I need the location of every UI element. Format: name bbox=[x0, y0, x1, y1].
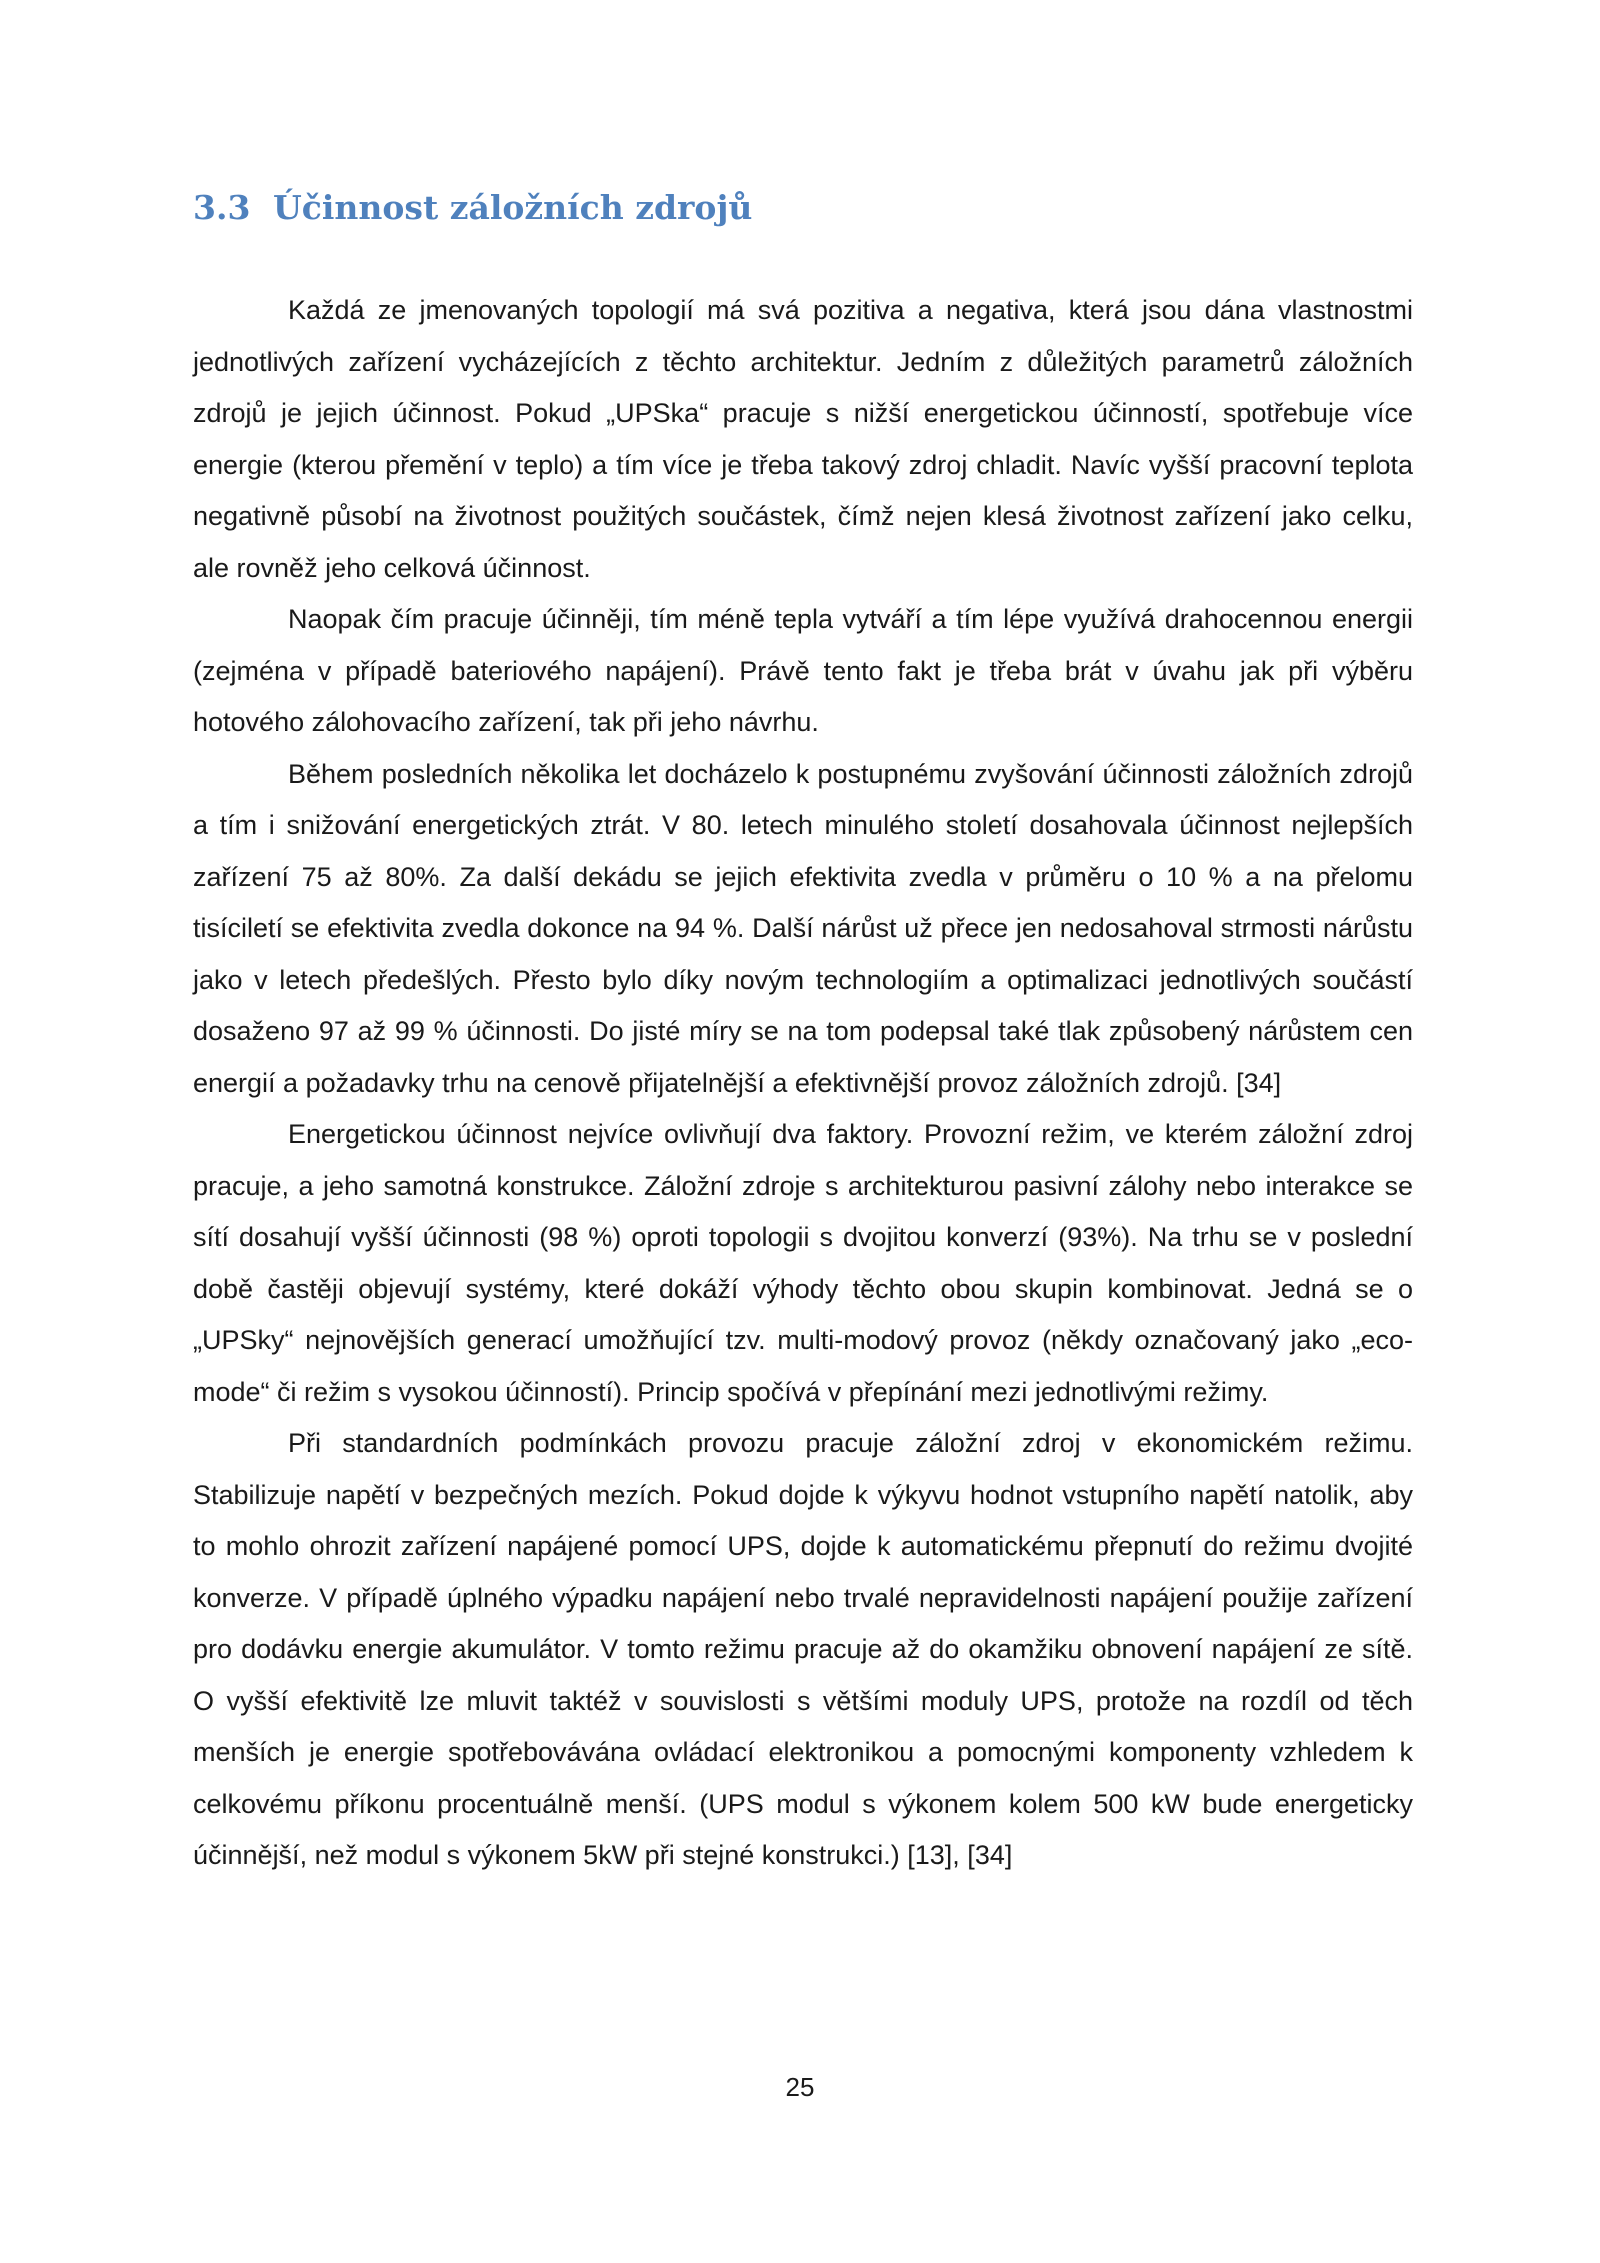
paragraph: Každá ze jmenovaných topologií má svá pozitiva a negativa, která jsou dána vlastnostmi jednotlivých zařízení vycházejících z těchto architektur. Jedním z důležitých parametrů záložních zdrojů je jejich účinnost. Pokud „UPSka“ pracuje s nižší energetickou účinností, spotřebuje více energie (kterou přemění v teplo) a tím více je třeba takový zdroj chladit. Navíc vyšší pracovní teplota negativně působí na životnost použitých součástek, čímž nejen klesá životnost zařízení jako celku, ale rovněž jeho celková účinnost. bbox=[193, 295, 1413, 583]
paragraph: Naopak čím pracuje účinněji, tím méně tepla vytváří a tím lépe využívá drahocennou energii (zejména v případě bateriového napájení). Právě tento fakt je třeba brát v úvahu jak při výběru hotového zálohovacího zařízení, tak při jeho návrhu. bbox=[193, 604, 1413, 737]
page-number: 25 bbox=[785, 2072, 815, 2102]
section-heading bbox=[193, 188, 752, 227]
paragraph: Energetickou účinnost nejvíce ovlivňují dva faktory. Provozní režim, ve kterém záložní zdroj pracuje, a jeho samotná konstrukce. Záložní zdroje s architekturou pasivní zálohy nebo interakce se sítí dosahují vyšší účinnosti (98 %) oproti topologii s dvojitou konverzí (93%). Na trhu se v poslední době častěji objevují systémy, které dokáží výhody těchto obou skupin kombinovat. Jedná se o „UPSky“ nejnovějších generací umožňující tzv. multi-modový provoz (někdy označovaný jako „eco-mode“ či režim s vysokou účinností). Princip spočívá v přepínání mezi jednotlivými režimy. bbox=[193, 1119, 1413, 1407]
body-text bbox=[193, 285, 1413, 1882]
section-number: 3.3 bbox=[193, 188, 251, 227]
paragraph: Během posledních několika let docházelo k postupnému zvyšování účinnosti záložních zdrojů a tím i snižování energetických ztrát. V 80. letech minulého století dosahovala účinnost nejlepších zařízení 75 až 80%. Za další dekádu se jejich efektivita zvedla v průměru o 10 % a na přelomu tisíciletí se efektivita zvedla dokonce na 94 %. Další nárůst už přece jen nedosahoval strmosti nárůstu jako v letech předešlých. Přesto bylo díky novým technologiím a optimalizaci jednotlivých součástí dosaženo 97 až 99 % účinnosti. Do jisté míry se na tom podepsal také tlak způsobený nárůstem cen energií a požadavky trhu na cenově přijatelnější a efektivnější provoz záložních zdrojů. [34] bbox=[193, 758, 1413, 1098]
paragraph: Při standardních podmínkách provozu pracuje záložní zdroj v ekonomickém režimu. Stabilizuje napětí v bezpečných mezích. Pokud dojde k výkyvu hodnot vstupního napětí natolik, aby to mohlo ohrozit zařízení napájené pomocí UPS, dojde k automatickému přepnutí do režimu dvojité konverze. V případě úplného výpadku napájení nebo trvalé nepravidelnosti napájení použije zařízení pro dodávku energie akumulátor. V tomto režimu pracuje až do okamžiku obnovení napájení ze sítě. O vyšší efektivitě lze mluvit taktéž v souvislosti s většími moduly UPS, protože na rozdíl od těch menších je energie spotřebovávána ovládací elektronikou a pomocnými komponenty vzhledem k celkovému příkonu procentuálně menší. (UPS modul s výkonem kolem 500 kW bude energeticky účinnější, než modul s výkonem 5kW při stejné konstrukci.) [13], [34] bbox=[193, 1428, 1413, 1870]
section-title: Účinnost záložních zdrojů bbox=[273, 188, 753, 227]
